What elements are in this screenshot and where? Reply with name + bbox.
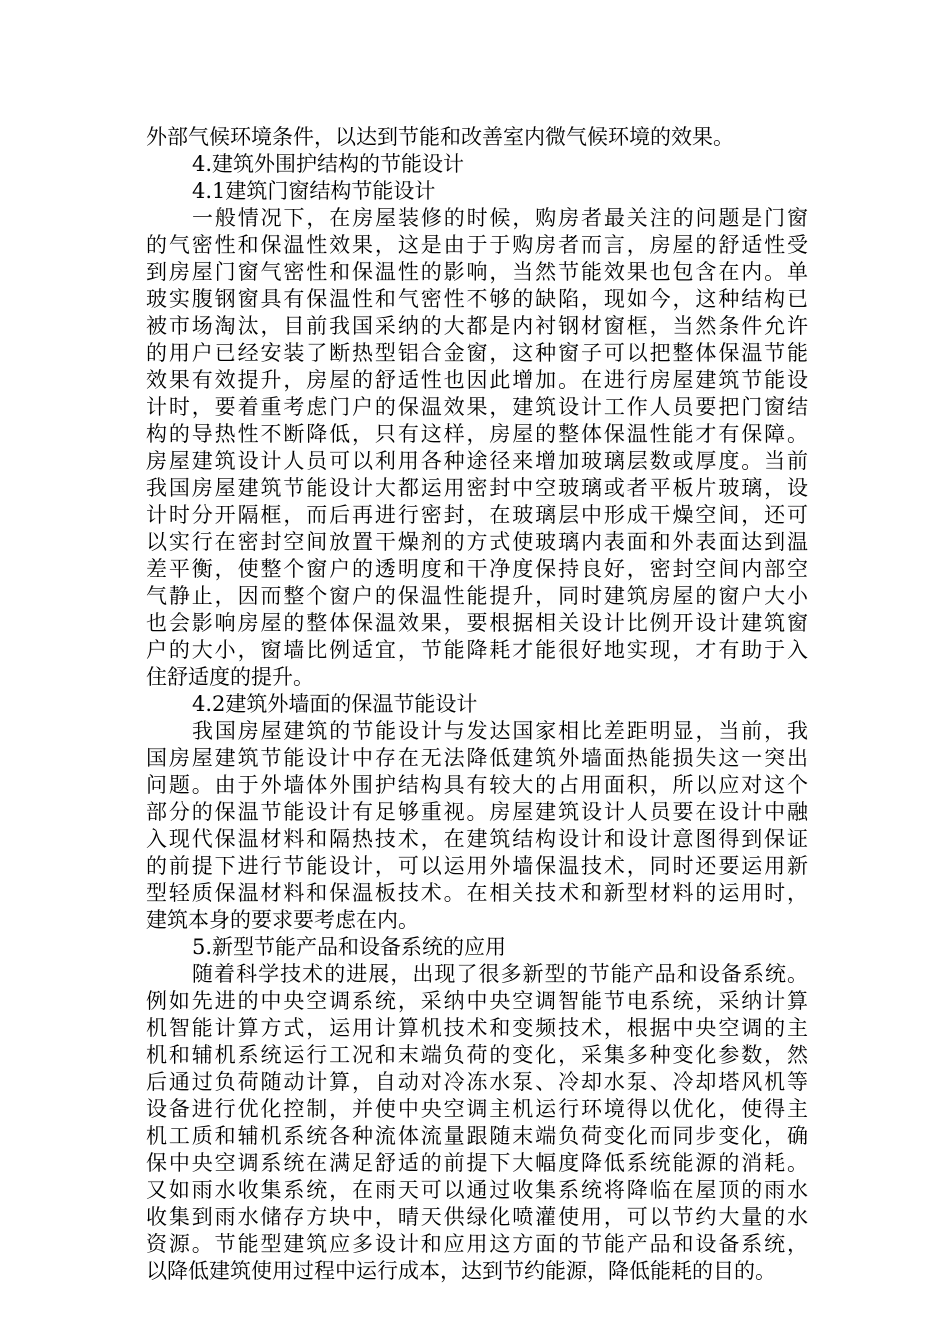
- body-text-line: 的气密性和保温性效果，这是由于于购房者而言，房屋的舒适性受: [146, 233, 808, 257]
- body-text-line: 计时，要着重考虑门户的保温效果，建筑设计工作人员要把门窗结: [146, 395, 808, 419]
- body-text-line: 的前提下进行节能设计，可以运用外墙保温技术，同时还要运用新: [146, 854, 808, 878]
- body-text-line: 户的大小，窗墙比例适宜，节能降耗才能很好地实现，才有助于入: [146, 638, 808, 662]
- section-heading: 4.建筑外围护结构的节能设计: [192, 152, 465, 176]
- body-text-line: 效果有效提升，房屋的舒适性也因此增加。在进行房屋建筑节能设: [146, 368, 808, 392]
- body-text-line: 玻实腹钢窗具有保温性和气密性不够的缺陷，现如今，这种结构已: [146, 287, 808, 311]
- body-text-line: 设备进行优化控制，并使中央空调主机运行环境得以优化，使得主: [146, 1097, 808, 1121]
- body-text-line: 气静止，因而整个窗户的保温性能提升，同时建筑房屋的窗户大小: [146, 584, 808, 608]
- body-text-line: 部分的保温节能设计有足够重视。房屋建筑设计人员要在设计中融: [146, 800, 808, 824]
- body-text-line: 收集到雨水储存方块中，晴天供绿化喷灌使用，可以节约大量的水: [146, 1205, 808, 1229]
- body-text-line: 问题。由于外墙体外围护结构具有较大的占用面积，所以应对这个: [146, 773, 808, 797]
- body-text-line: 计时分开隔框，而后再进行密封，在玻璃层中形成干燥空间，还可: [146, 503, 808, 527]
- body-text-line: 也会影响房屋的整体保温效果，要根据相关设计比例开设计建筑窗: [146, 611, 808, 635]
- paragraph-last-line: 建筑本身的要求要考虑在内。: [146, 908, 419, 932]
- body-text-line: 资源。节能型建筑应多设计和应用这方面的节能产品和设备系统，: [146, 1232, 808, 1256]
- section-heading: 5.新型节能产品和设备系统的应用: [192, 935, 507, 959]
- paragraph-first-line: 一般情况下，在房屋装修的时候，购房者最关注的问题是门窗: [192, 206, 808, 230]
- body-text-line: 入现代保温材料和隔热技术，在建筑结构设计和设计意图得到保证: [146, 827, 808, 851]
- paragraph-last-line: 以降低建筑使用过程中运行成本，达到节约能源，降低能耗的目的。: [146, 1259, 776, 1283]
- body-text-line: 型轻质保温材料和保温板技术。在相关技术和新型材料的运用时，: [146, 881, 808, 905]
- body-text-line: 机和辅机系统运行工况和末端负荷的变化，采集多种变化参数，然: [146, 1043, 808, 1067]
- document-body: [146, 124, 808, 1285]
- subsection-heading: 4.1建筑门窗结构节能设计: [192, 179, 436, 203]
- body-text-line: 机工质和辅机系统各种流体流量跟随末端负荷变化而同步变化，确: [146, 1124, 808, 1148]
- body-text-line: 以实行在密封空间放置干燥剂的方式使玻璃内表面和外表面达到温: [146, 530, 808, 554]
- body-text-line: 国房屋建筑节能设计中存在无法降低建筑外墙面热能损失这一突出: [146, 746, 808, 770]
- paragraph-last-line: 住舒适度的提升。: [146, 665, 314, 689]
- body-text-line: 到房屋门窗气密性和保温性的影响，当然节能效果也包含在内。单: [146, 260, 808, 284]
- body-text-line: 差平衡，使整个窗户的透明度和干净度保持良好，密封空间内部空: [146, 557, 808, 581]
- paragraph-first-line: 我国房屋建筑的节能设计与发达国家相比差距明显，当前，我: [192, 719, 808, 743]
- subsection-heading: 4.2建筑外墙面的保温节能设计: [192, 692, 478, 716]
- body-text-line: 被市场淘汰，目前我国采纳的大都是内衬钢材窗框，当然条件允许: [146, 314, 808, 338]
- body-text-line: 我国房屋建筑节能设计大都运用密封中空玻璃或者平板片玻璃，设: [146, 476, 808, 500]
- body-text-line: 房屋建筑设计人员可以利用各种途径来增加玻璃层数或厚度。当前: [146, 449, 808, 473]
- body-text-line: 例如先进的中央空调系统，采纳中央空调智能节电系统，采纳计算: [146, 989, 808, 1013]
- body-text-line: 的用户已经安装了断热型铝合金窗，这种窗子可以把整体保温节能: [146, 341, 808, 365]
- paragraph-first-line: 随着科学技术的进展，出现了很多新型的节能产品和设备系统。: [192, 962, 808, 986]
- body-text-line: 保中央空调系统在满足舒适的前提下大幅度降低系统能源的消耗。: [146, 1151, 808, 1175]
- body-text-line: 构的导热性不断降低，只有这样，房屋的整体保温性能才有保障。: [146, 422, 808, 446]
- body-text-line: 机智能计算方式，运用计算机技术和变频技术，根据中央空调的主: [146, 1016, 808, 1040]
- body-text-line: 外部气候环境条件，以达到节能和改善室内微气候环境的效果。: [146, 125, 734, 149]
- body-text-line: 后通过负荷随动计算，自动对冷冻水泵、冷却水泵、冷却塔风机等: [146, 1070, 808, 1094]
- body-text-line: 又如雨水收集系统，在雨天可以通过收集系统将降临在屋顶的雨水: [146, 1178, 808, 1202]
